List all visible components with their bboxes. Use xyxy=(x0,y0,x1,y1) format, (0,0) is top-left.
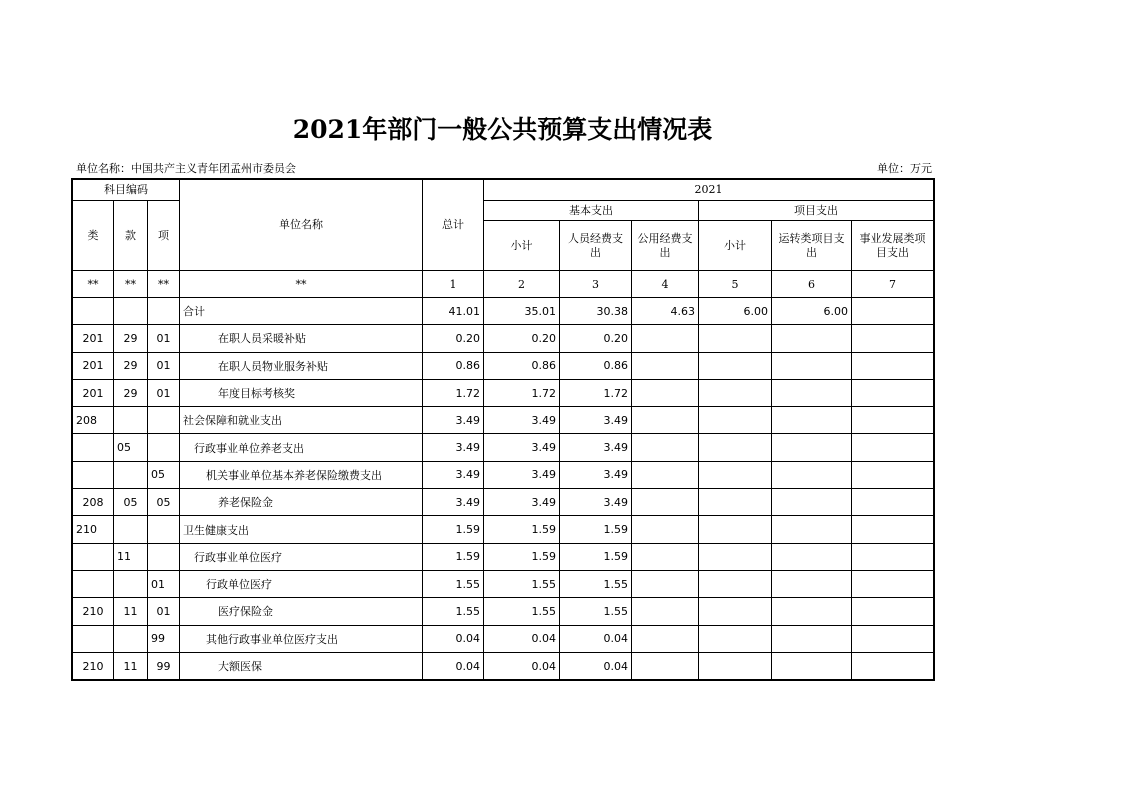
unit-name-cell: 行政单位医疗 xyxy=(180,570,423,597)
public-cell xyxy=(632,379,699,406)
header-operation-project: 运转类项目支出 xyxy=(772,221,852,271)
budget-table xyxy=(72,179,934,680)
operation-cell: 6.00 xyxy=(772,298,852,325)
project-subtotal-cell xyxy=(699,489,772,516)
code-kuan-cell: 11 xyxy=(114,543,148,570)
code-xiang-cell: 01 xyxy=(148,379,180,406)
code-kuan-cell xyxy=(114,570,148,597)
unit-name-cell: 医疗保险金 xyxy=(180,598,423,625)
unit-name-label: 单位名称：中国共产主义青年团孟州市委员会 xyxy=(76,162,296,175)
basic-subtotal-cell: 3.49 xyxy=(484,489,560,516)
index-cell: 4 xyxy=(632,271,699,298)
header-personnel-expenditure: 人员经费支出 xyxy=(560,221,632,271)
code-xiang-cell xyxy=(148,434,180,461)
code-xiang-cell xyxy=(148,407,180,434)
unit-name-cell: 养老保险金 xyxy=(180,489,423,516)
code-lei-cell xyxy=(73,570,114,597)
unit-name-cell: 卫生健康支出 xyxy=(180,516,423,543)
development-cell xyxy=(852,434,934,461)
total-cell: 3.49 xyxy=(423,489,484,516)
personnel-cell: 3.49 xyxy=(560,407,632,434)
code-xiang-cell: 01 xyxy=(148,325,180,352)
table-row xyxy=(73,598,934,625)
total-cell: 0.04 xyxy=(423,625,484,652)
index-cell: 7 xyxy=(852,271,934,298)
project-subtotal-cell xyxy=(699,543,772,570)
table-row xyxy=(73,434,934,461)
project-subtotal-cell xyxy=(699,434,772,461)
total-cell: 0.86 xyxy=(423,352,484,379)
basic-subtotal-cell: 3.49 xyxy=(484,407,560,434)
index-cell: 5 xyxy=(699,271,772,298)
personnel-cell: 1.55 xyxy=(560,570,632,597)
code-xiang-cell xyxy=(148,516,180,543)
operation-cell xyxy=(772,379,852,406)
personnel-cell: 1.72 xyxy=(560,379,632,406)
unit-name-cell: 在职人员物业服务补贴 xyxy=(180,352,423,379)
public-cell xyxy=(632,352,699,379)
total-cell: 0.20 xyxy=(423,325,484,352)
personnel-cell: 1.59 xyxy=(560,516,632,543)
operation-cell xyxy=(772,461,852,488)
operation-cell xyxy=(772,352,852,379)
development-cell xyxy=(852,516,934,543)
unit-name-cell: 行政事业单位医疗 xyxy=(180,543,423,570)
operation-cell xyxy=(772,543,852,570)
development-cell xyxy=(852,489,934,516)
public-cell xyxy=(632,434,699,461)
public-cell xyxy=(632,652,699,679)
total-cell: 0.04 xyxy=(423,652,484,679)
code-kuan-cell: 11 xyxy=(114,652,148,679)
table-row xyxy=(73,652,934,679)
code-kuan-cell xyxy=(114,625,148,652)
code-lei-cell xyxy=(73,543,114,570)
code-lei-cell xyxy=(73,461,114,488)
unit-name-cell: 行政事业单位养老支出 xyxy=(180,434,423,461)
table-row xyxy=(73,543,934,570)
code-kuan-cell xyxy=(114,407,148,434)
total-cell: 1.59 xyxy=(423,543,484,570)
code-kuan-cell: 05 xyxy=(114,489,148,516)
table-row xyxy=(73,352,934,379)
basic-subtotal-cell: 35.01 xyxy=(484,298,560,325)
header-unit-name: 单位名称 xyxy=(180,180,423,271)
total-cell: 41.01 xyxy=(423,298,484,325)
code-lei-cell xyxy=(73,298,114,325)
personnel-cell: 1.59 xyxy=(560,543,632,570)
personnel-cell: 0.20 xyxy=(560,325,632,352)
header-project-subtotal: 小计 xyxy=(699,221,772,271)
project-subtotal-cell xyxy=(699,625,772,652)
basic-subtotal-cell: 0.04 xyxy=(484,625,560,652)
total-cell: 3.49 xyxy=(423,434,484,461)
table-row xyxy=(73,298,934,325)
personnel-cell: 0.04 xyxy=(560,625,632,652)
unit-name-cell: 在职人员采暖补贴 xyxy=(180,325,423,352)
table-row xyxy=(73,489,934,516)
development-cell xyxy=(852,543,934,570)
code-lei-cell xyxy=(73,625,114,652)
project-subtotal-cell: 6.00 xyxy=(699,298,772,325)
index-row xyxy=(73,271,934,298)
development-cell xyxy=(852,652,934,679)
code-kuan-cell xyxy=(114,516,148,543)
operation-cell xyxy=(772,489,852,516)
index-cell: ** xyxy=(180,271,423,298)
header-project-expenditure: 项目支出 xyxy=(699,201,934,221)
index-cell: 1 xyxy=(423,271,484,298)
development-cell xyxy=(852,407,934,434)
index-cell: ** xyxy=(114,271,148,298)
personnel-cell: 3.49 xyxy=(560,489,632,516)
public-cell xyxy=(632,461,699,488)
development-cell xyxy=(852,625,934,652)
public-cell: 4.63 xyxy=(632,298,699,325)
table-row xyxy=(73,570,934,597)
index-cell: 2 xyxy=(484,271,560,298)
header-total: 总计 xyxy=(423,180,484,271)
operation-cell xyxy=(772,516,852,543)
personnel-cell: 3.49 xyxy=(560,461,632,488)
index-cell: 3 xyxy=(560,271,632,298)
code-lei-cell: 210 xyxy=(73,652,114,679)
unit-name-cell: 年度目标考核奖 xyxy=(180,379,423,406)
code-kuan-cell: 29 xyxy=(114,352,148,379)
header-public-expenditure: 公用经费支出 xyxy=(632,221,699,271)
project-subtotal-cell xyxy=(699,379,772,406)
code-kuan-cell: 29 xyxy=(114,379,148,406)
public-cell xyxy=(632,543,699,570)
currency-unit-label: 单位：万元 xyxy=(877,162,932,175)
unit-name-cell: 社会保障和就业支出 xyxy=(180,407,423,434)
code-xiang-cell xyxy=(148,298,180,325)
code-kuan-cell: 11 xyxy=(114,598,148,625)
total-cell: 3.49 xyxy=(423,461,484,488)
page-title: 2021年部门一般公共预算支出情况表 xyxy=(292,115,713,144)
operation-cell xyxy=(772,325,852,352)
public-cell xyxy=(632,625,699,652)
project-subtotal-cell xyxy=(699,325,772,352)
header-subject-code: 科目编码 xyxy=(73,180,180,201)
total-cell: 3.49 xyxy=(423,407,484,434)
header-development-project: 事业发展类项目支出 xyxy=(852,221,934,271)
code-xiang-cell: 99 xyxy=(148,625,180,652)
table-row xyxy=(73,325,934,352)
development-cell xyxy=(852,570,934,597)
code-kuan-cell: 29 xyxy=(114,325,148,352)
code-lei-cell: 201 xyxy=(73,379,114,406)
code-kuan-cell: 05 xyxy=(114,434,148,461)
basic-subtotal-cell: 1.59 xyxy=(484,543,560,570)
development-cell xyxy=(852,298,934,325)
project-subtotal-cell xyxy=(699,407,772,434)
project-subtotal-cell xyxy=(699,516,772,543)
total-cell: 1.55 xyxy=(423,570,484,597)
total-cell: 1.59 xyxy=(423,516,484,543)
code-lei-cell: 208 xyxy=(73,489,114,516)
code-lei-cell xyxy=(73,434,114,461)
basic-subtotal-cell: 1.55 xyxy=(484,570,560,597)
total-cell: 1.55 xyxy=(423,598,484,625)
public-cell xyxy=(632,570,699,597)
personnel-cell: 3.49 xyxy=(560,434,632,461)
public-cell xyxy=(632,489,699,516)
project-subtotal-cell xyxy=(699,598,772,625)
public-cell xyxy=(632,598,699,625)
basic-subtotal-cell: 1.59 xyxy=(484,516,560,543)
personnel-cell: 0.86 xyxy=(560,352,632,379)
header-kuan: 款 xyxy=(114,201,148,271)
code-xiang-cell: 01 xyxy=(148,570,180,597)
index-cell: ** xyxy=(148,271,180,298)
code-xiang-cell: 01 xyxy=(148,598,180,625)
operation-cell xyxy=(772,598,852,625)
development-cell xyxy=(852,352,934,379)
operation-cell xyxy=(772,407,852,434)
basic-subtotal-cell: 3.49 xyxy=(484,434,560,461)
code-xiang-cell: 05 xyxy=(148,461,180,488)
basic-subtotal-cell: 0.04 xyxy=(484,652,560,679)
header-xiang: 项 xyxy=(148,201,180,271)
table-row xyxy=(73,407,934,434)
project-subtotal-cell xyxy=(699,352,772,379)
total-cell: 1.72 xyxy=(423,379,484,406)
operation-cell xyxy=(772,570,852,597)
code-lei-cell: 210 xyxy=(73,516,114,543)
unit-name-cell: 合计 xyxy=(180,298,423,325)
unit-name-cell: 机关事业单位基本养老保险缴费支出 xyxy=(180,461,423,488)
public-cell xyxy=(632,325,699,352)
personnel-cell: 30.38 xyxy=(560,298,632,325)
project-subtotal-cell xyxy=(699,461,772,488)
code-xiang-cell: 99 xyxy=(148,652,180,679)
code-lei-cell: 201 xyxy=(73,325,114,352)
public-cell xyxy=(632,516,699,543)
project-subtotal-cell xyxy=(699,570,772,597)
basic-subtotal-cell: 1.72 xyxy=(484,379,560,406)
code-kuan-cell xyxy=(114,461,148,488)
personnel-cell: 1.55 xyxy=(560,598,632,625)
development-cell xyxy=(852,325,934,352)
index-cell: 6 xyxy=(772,271,852,298)
index-cell: ** xyxy=(73,271,114,298)
development-cell xyxy=(852,379,934,406)
table-row xyxy=(73,625,934,652)
table-row xyxy=(73,379,934,406)
development-cell xyxy=(852,461,934,488)
table-row xyxy=(73,516,934,543)
header-lei: 类 xyxy=(73,201,114,271)
code-xiang-cell: 01 xyxy=(148,352,180,379)
code-lei-cell: 208 xyxy=(73,407,114,434)
development-cell xyxy=(852,598,934,625)
operation-cell xyxy=(772,434,852,461)
operation-cell xyxy=(772,625,852,652)
code-xiang-cell xyxy=(148,543,180,570)
code-lei-cell: 201 xyxy=(73,352,114,379)
unit-name-cell: 大额医保 xyxy=(180,652,423,679)
unit-name-cell: 其他行政事业单位医疗支出 xyxy=(180,625,423,652)
code-kuan-cell xyxy=(114,298,148,325)
header-basic-subtotal: 小计 xyxy=(484,221,560,271)
project-subtotal-cell xyxy=(699,652,772,679)
header-year: 2021 xyxy=(484,180,934,201)
operation-cell xyxy=(772,652,852,679)
basic-subtotal-cell: 0.20 xyxy=(484,325,560,352)
basic-subtotal-cell: 3.49 xyxy=(484,461,560,488)
code-lei-cell: 210 xyxy=(73,598,114,625)
basic-subtotal-cell: 0.86 xyxy=(484,352,560,379)
personnel-cell: 0.04 xyxy=(560,652,632,679)
header-basic-expenditure: 基本支出 xyxy=(484,201,699,221)
table-row xyxy=(73,461,934,488)
basic-subtotal-cell: 1.55 xyxy=(484,598,560,625)
code-xiang-cell: 05 xyxy=(148,489,180,516)
public-cell xyxy=(632,407,699,434)
